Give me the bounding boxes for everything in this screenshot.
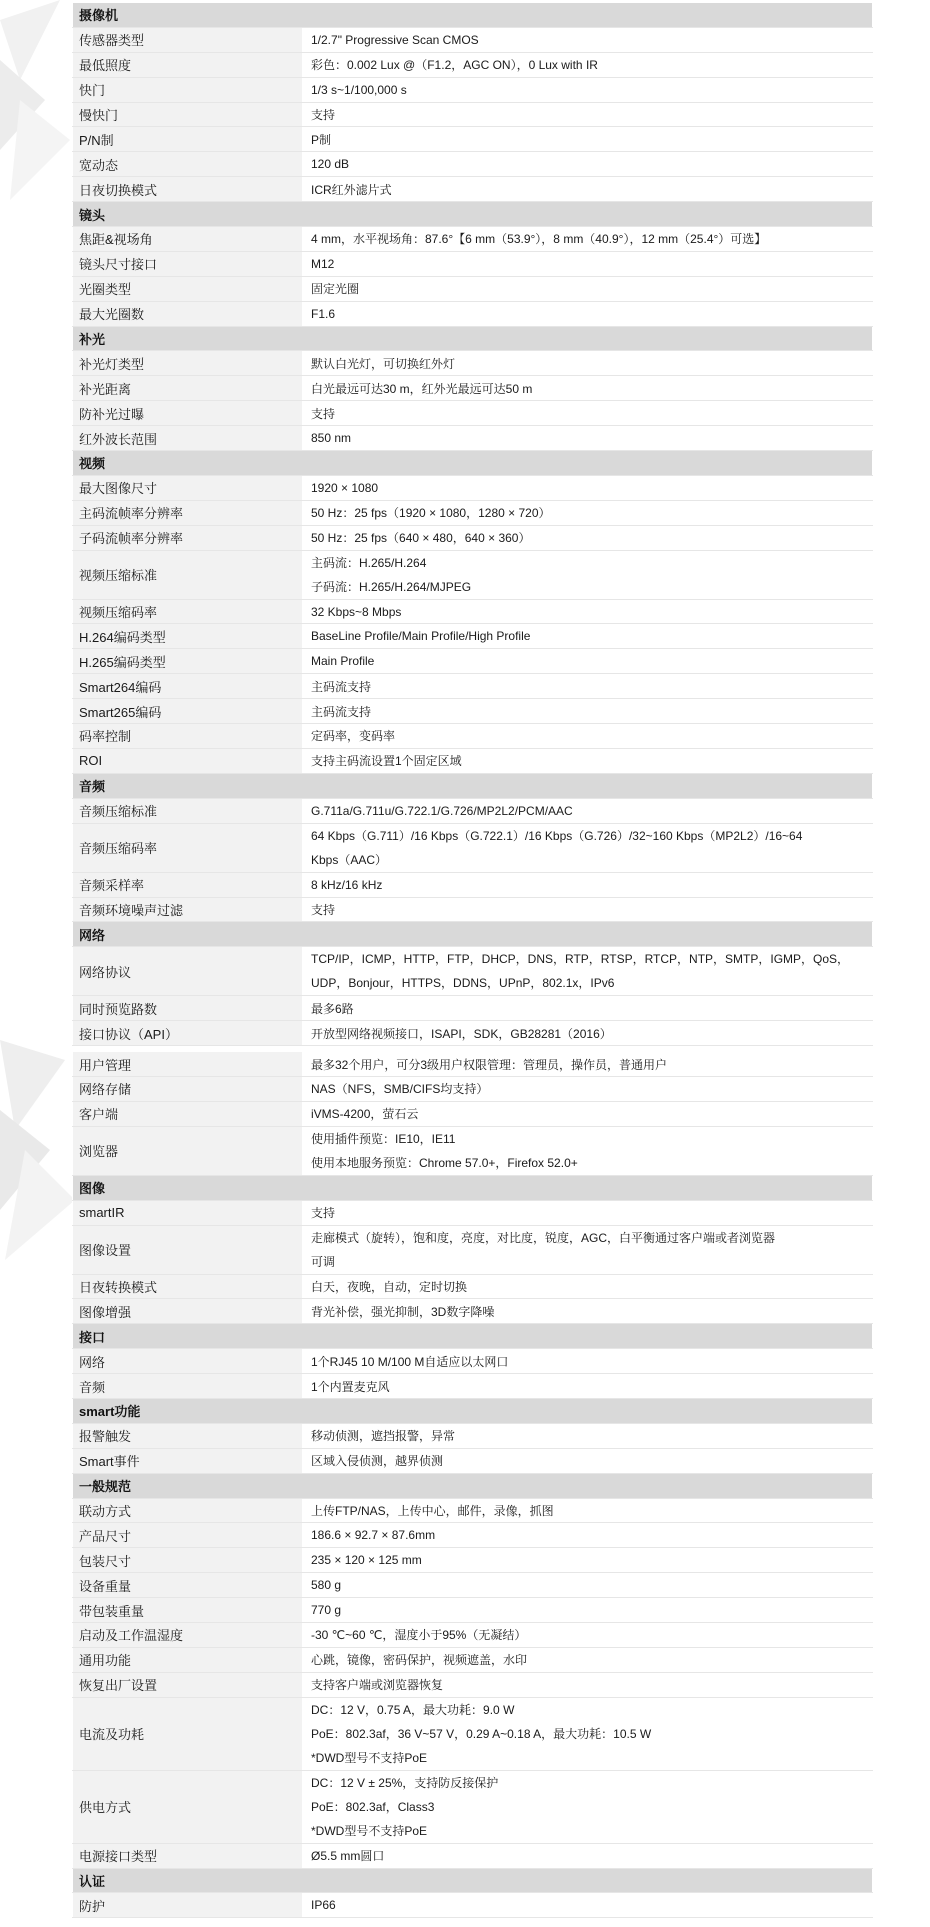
spec-key: 传感器类型 xyxy=(73,27,303,52)
spec-key: 带包装重量 xyxy=(73,1598,303,1623)
spec-key: 启动及工作温湿度 xyxy=(73,1622,303,1647)
spec-key: 红外波长范围 xyxy=(73,426,303,451)
spec-value-line: 移动侦测，遮挡报警，异常 xyxy=(311,1429,456,1444)
spec-value xyxy=(303,674,873,699)
spec-value-line: 彩色：0.002 Lux @（F1.2，AGC ON），0 Lux with IR xyxy=(311,58,598,73)
spec-value-line: PoE：802.3af，Class3 xyxy=(311,1799,435,1814)
spec-row xyxy=(73,251,873,276)
spec-value-line: 50 Hz：25 fps（1920 × 1080，1280 × 720） xyxy=(311,506,551,521)
spec-row xyxy=(73,599,873,624)
spec-value xyxy=(303,699,873,724)
spec-key: 最大光圈数 xyxy=(73,301,303,326)
spec-row xyxy=(73,376,873,401)
spec-row xyxy=(73,301,873,326)
spec-value-line: Ø5.5 mm圆口 xyxy=(311,1849,385,1864)
spec-row xyxy=(73,624,873,649)
spec-value-line: 心跳，镜像，密码保护，视频遮盖，水印 xyxy=(311,1653,528,1668)
spec-value xyxy=(303,798,873,823)
spec-row xyxy=(73,1893,873,1918)
spec-value xyxy=(303,426,873,451)
spec-key: 图像增强 xyxy=(73,1299,303,1324)
spec-key: Smart265编码 xyxy=(73,699,303,724)
spec-key: 联动方式 xyxy=(73,1498,303,1523)
spec-row xyxy=(73,52,873,77)
spec-value-line: 背光补偿，强光抑制，3D数字降噪 xyxy=(311,1304,495,1319)
spec-value-line: P制 xyxy=(311,132,332,147)
spec-value-line: 走廊模式（旋转），饱和度，亮度，对比度，锐度，AGC，白平衡通过客户端或者浏览器 xyxy=(311,1230,776,1245)
spec-row xyxy=(73,699,873,724)
spec-row xyxy=(73,1523,873,1548)
spec-key: 音频压缩标准 xyxy=(73,798,303,823)
section-title: smart功能 xyxy=(73,1398,873,1423)
spec-key: H.265编码类型 xyxy=(73,649,303,674)
spec-value-line: 最多32个用户，可分3级用户权限管理：管理员，操作员，普通用户 xyxy=(311,1057,668,1072)
spec-value-line: 白天，夜晚，自动，定时切换 xyxy=(311,1279,468,1294)
spec-row xyxy=(73,823,873,872)
spec-value xyxy=(303,823,873,872)
spec-key: 焦距&视场角 xyxy=(73,227,303,252)
spec-value xyxy=(303,1647,873,1672)
spec-key: ROI xyxy=(73,748,303,773)
spec-row xyxy=(73,798,873,823)
spec-value-line: 固定光圈 xyxy=(311,282,360,297)
spec-value-line: DC：12 V ± 25%，支持防反接保护 xyxy=(311,1775,499,1790)
spec-row xyxy=(73,102,873,127)
spec-key: Smart264编码 xyxy=(73,674,303,699)
spec-key: 接口协议（API） xyxy=(73,1021,303,1046)
spec-value-line: F1.6 xyxy=(311,306,336,321)
section-title: 补光 xyxy=(73,326,873,351)
spec-value-line: 主码流：H.265/H.264 xyxy=(311,555,427,570)
spec-value xyxy=(303,177,873,202)
spec-value xyxy=(303,1076,873,1101)
spec-key: 网络协议 xyxy=(73,947,303,996)
spec-row xyxy=(73,1622,873,1647)
spec-value-line: TCP/IP，ICMP，HTTP，FTP，DHCP，DNS，RTP，RTSP，RTCP，NTP，SMTP，IGMP，QoS， xyxy=(311,952,850,967)
spec-value-line: 白光最远可达30 m，红外光最远可达50 m xyxy=(311,381,533,396)
spec-row xyxy=(73,1548,873,1573)
spec-row xyxy=(73,1697,873,1770)
spec-row xyxy=(73,1101,873,1126)
spec-row xyxy=(73,152,873,177)
spec-row xyxy=(73,674,873,699)
spec-value-line: 1个内置麦克风 xyxy=(311,1379,390,1394)
spec-row xyxy=(73,1200,873,1225)
spec-key: 恢复出厂设置 xyxy=(73,1672,303,1697)
spec-value xyxy=(303,1893,873,1918)
spec-value-line: UDP，Bonjour，HTTPS，DDNS，UPnP，802.1x，IPv6 xyxy=(311,976,615,991)
spec-row xyxy=(73,1448,873,1473)
section-header xyxy=(73,922,873,947)
spec-value xyxy=(303,152,873,177)
spec-value-line: 580 g xyxy=(311,1578,342,1593)
spec-key: H.264编码类型 xyxy=(73,624,303,649)
spec-key: 包装尺寸 xyxy=(73,1548,303,1573)
spec-value-line: 支持客户端或浏览器恢复 xyxy=(311,1678,444,1693)
spec-value-line: *DWD型号不支持PoE xyxy=(311,1823,428,1838)
spec-row xyxy=(73,475,873,500)
spec-value-line: BaseLine Profile/Main Profile/High Profile xyxy=(311,629,531,644)
spec-row xyxy=(73,1770,873,1843)
spec-row xyxy=(73,227,873,252)
spec-row xyxy=(73,1573,873,1598)
spec-value-line: 主码流支持 xyxy=(311,679,372,694)
spec-value-line: 区域入侵侦测，越界侦测 xyxy=(311,1454,444,1469)
spec-key: 最低照度 xyxy=(73,52,303,77)
section-header xyxy=(73,1473,873,1498)
spec-value-line: *DWD型号不支持PoE xyxy=(311,1750,428,1765)
spec-row xyxy=(73,351,873,376)
spec-sheet xyxy=(72,2,872,1918)
spec-key: 通用功能 xyxy=(73,1647,303,1672)
spec-table xyxy=(72,2,873,1918)
spec-row xyxy=(73,1843,873,1868)
spec-value-line: M12 xyxy=(311,256,335,271)
spec-row xyxy=(73,500,873,525)
spec-row xyxy=(73,177,873,202)
spec-key: 快门 xyxy=(73,77,303,102)
spec-value xyxy=(303,1672,873,1697)
spec-value-line: 1/3 s~1/100,000 s xyxy=(311,82,407,97)
spec-key: 主码流帧率分辨率 xyxy=(73,500,303,525)
spec-value xyxy=(303,1274,873,1299)
spec-key: 视频压缩码率 xyxy=(73,599,303,624)
section-header xyxy=(73,326,873,351)
spec-value xyxy=(303,1573,873,1598)
spec-value xyxy=(303,1052,873,1077)
spec-value-line: 使用本地服务预览：Chrome 57.0+，Firefox 52.0+ xyxy=(311,1155,578,1170)
spec-value xyxy=(303,401,873,426)
spec-row xyxy=(73,1126,873,1175)
spec-key: 防护 xyxy=(73,1893,303,1918)
spec-value-line: 850 nm xyxy=(311,431,352,446)
spec-value xyxy=(303,1200,873,1225)
spec-value xyxy=(303,1423,873,1448)
spec-key: 镜头尺寸接口 xyxy=(73,251,303,276)
spec-value xyxy=(303,227,873,252)
spec-key: 产品尺寸 xyxy=(73,1523,303,1548)
spec-key: 同时预览路数 xyxy=(73,996,303,1021)
spec-value xyxy=(303,525,873,550)
spec-row xyxy=(73,724,873,749)
spec-value xyxy=(303,1225,873,1274)
spec-value xyxy=(303,77,873,102)
spec-value xyxy=(303,724,873,749)
spec-value xyxy=(303,1548,873,1573)
spec-value-line: 235 × 120 × 125 mm xyxy=(311,1553,422,1568)
spec-row xyxy=(73,1052,873,1077)
spec-key: 视频压缩标准 xyxy=(73,550,303,599)
spec-value-line: Kbps（AAC） xyxy=(311,852,388,867)
section-header xyxy=(73,1398,873,1423)
spec-key: 码率控制 xyxy=(73,724,303,749)
spec-value-line: 可调 xyxy=(311,1254,336,1269)
section-title: 音频 xyxy=(73,773,873,798)
spec-row xyxy=(73,947,873,996)
spec-row xyxy=(73,1598,873,1623)
spec-value-line: 32 Kbps~8 Mbps xyxy=(311,604,402,619)
spec-value xyxy=(303,276,873,301)
spec-row xyxy=(73,1076,873,1101)
spec-key: Smart事件 xyxy=(73,1448,303,1473)
spec-value xyxy=(303,1843,873,1868)
spec-value xyxy=(303,1374,873,1399)
spec-value xyxy=(303,649,873,674)
spec-value-line: PoE：802.3af，36 V~57 V，0.29 A~0.18 A，最大功耗：10.5 W xyxy=(311,1726,652,1741)
spec-value-line: 定码率，变码率 xyxy=(311,729,396,744)
spec-value-line: 子码流：H.265/H.264/MJPEG xyxy=(311,579,472,594)
section-title: 图像 xyxy=(73,1175,873,1200)
spec-value-line: -30 ℃~60 ℃，湿度小于95%（无凝结） xyxy=(311,1628,527,1643)
section-header xyxy=(73,1175,873,1200)
spec-row xyxy=(73,426,873,451)
spec-key: 防补光过曝 xyxy=(73,401,303,426)
spec-key: 补光灯类型 xyxy=(73,351,303,376)
spec-row xyxy=(73,550,873,599)
spec-key: 电流及功耗 xyxy=(73,1697,303,1770)
spec-value xyxy=(303,599,873,624)
spec-value-line: 186.6 × 92.7 × 87.6mm xyxy=(311,1528,436,1543)
spec-value xyxy=(303,102,873,127)
section-header xyxy=(73,451,873,476)
spec-value xyxy=(303,27,873,52)
spec-key: 浏览器 xyxy=(73,1126,303,1175)
section-header xyxy=(73,773,873,798)
spec-value xyxy=(303,1770,873,1843)
spec-key: 宽动态 xyxy=(73,152,303,177)
spec-row xyxy=(73,1423,873,1448)
spec-value xyxy=(303,1622,873,1647)
spec-value xyxy=(303,1349,873,1374)
spec-value-line: NAS（NFS，SMB/CIFS均支持） xyxy=(311,1082,489,1097)
spec-key: 慢快门 xyxy=(73,102,303,127)
spec-key: 网络存储 xyxy=(73,1076,303,1101)
spec-value-line: iVMS-4200，萤石云 xyxy=(311,1107,419,1122)
section-title: 接口 xyxy=(73,1324,873,1349)
spec-value xyxy=(303,1498,873,1523)
spec-value-line: ICR红外滤片式 xyxy=(311,182,392,197)
spec-key: 音频 xyxy=(73,1374,303,1399)
spec-value-line: G.711a/G.711u/G.722.1/G.726/MP2L2/PCM/AAC xyxy=(311,803,573,818)
spec-value xyxy=(303,1101,873,1126)
spec-value-line: IP66 xyxy=(311,1898,336,1913)
spec-value-line: 最多6路 xyxy=(311,1001,354,1016)
spec-value-line: 120 dB xyxy=(311,157,350,172)
spec-row xyxy=(73,1498,873,1523)
spec-row xyxy=(73,748,873,773)
spec-value xyxy=(303,1299,873,1324)
spec-value xyxy=(303,251,873,276)
spec-key: 音频环境噪声过滤 xyxy=(73,897,303,922)
spec-row xyxy=(73,276,873,301)
spec-value xyxy=(303,947,873,996)
spec-value-line: 主码流支持 xyxy=(311,704,372,719)
spec-key: 用户管理 xyxy=(73,1052,303,1077)
spec-value-line: 支持 xyxy=(311,902,336,917)
spec-key: 网络 xyxy=(73,1349,303,1374)
spec-value-line: 默认白光灯，可切换红外灯 xyxy=(311,356,456,371)
spec-value xyxy=(303,301,873,326)
spec-key: 日夜切换模式 xyxy=(73,177,303,202)
spec-value xyxy=(303,127,873,152)
spec-key: 电源接口类型 xyxy=(73,1843,303,1868)
spec-value xyxy=(303,1598,873,1623)
spec-value xyxy=(303,376,873,401)
section-header xyxy=(73,1324,873,1349)
spec-value xyxy=(303,52,873,77)
spec-value xyxy=(303,351,873,376)
spec-value xyxy=(303,624,873,649)
spec-value-line: 开放型网络视频接口，ISAPI，SDK，GB28281（2016） xyxy=(311,1026,612,1041)
spec-value xyxy=(303,1448,873,1473)
spec-value-line: 使用插件预览：IE10，IE11 xyxy=(311,1131,456,1146)
section-title: 视频 xyxy=(73,451,873,476)
spec-row xyxy=(73,1647,873,1672)
spec-value xyxy=(303,1523,873,1548)
spec-row xyxy=(73,649,873,674)
section-header xyxy=(73,3,873,28)
spec-value-line: 支持 xyxy=(311,108,336,122)
spec-value-line: 8 kHz/16 kHz xyxy=(311,877,383,892)
section-title: 认证 xyxy=(73,1868,873,1893)
spec-key: 音频采样率 xyxy=(73,872,303,897)
spec-key: 图像设置 xyxy=(73,1225,303,1274)
spec-row xyxy=(73,1672,873,1697)
spec-key: 设备重量 xyxy=(73,1573,303,1598)
spec-row xyxy=(73,525,873,550)
spec-row xyxy=(73,27,873,52)
spec-row xyxy=(73,1349,873,1374)
spec-row xyxy=(73,1374,873,1399)
section-title: 镜头 xyxy=(73,202,873,227)
spec-value-line: 64 Kbps（G.711）/16 Kbps（G.722.1）/16 Kbps（G.726）/32~160 Kbps（MP2L2）/16~64 xyxy=(311,828,803,843)
spec-key: 客户端 xyxy=(73,1101,303,1126)
spec-key: smartIR xyxy=(73,1200,303,1225)
spec-value-line: 50 Hz：25 fps（640 × 480，640 × 360） xyxy=(311,531,531,546)
spec-key: 补光距离 xyxy=(73,376,303,401)
spec-row xyxy=(73,897,873,922)
spec-key: 最大图像尺寸 xyxy=(73,475,303,500)
spec-key: 报警触发 xyxy=(73,1423,303,1448)
section-header xyxy=(73,202,873,227)
spec-value xyxy=(303,1126,873,1175)
spec-key: 子码流帧率分辨率 xyxy=(73,525,303,550)
spec-key: 供电方式 xyxy=(73,1770,303,1843)
spec-row xyxy=(73,127,873,152)
spec-value xyxy=(303,748,873,773)
section-title: 一般规范 xyxy=(73,1473,873,1498)
spec-value xyxy=(303,872,873,897)
spec-value xyxy=(303,996,873,1021)
spec-value xyxy=(303,475,873,500)
section-title: 网络 xyxy=(73,922,873,947)
spec-value-line: 支持主码流设置1个固定区域 xyxy=(311,754,462,769)
spec-value xyxy=(303,1021,873,1046)
spec-key: P/N制 xyxy=(73,127,303,152)
spec-value xyxy=(303,897,873,922)
spec-value-line: 1个RJ45 10 M/100 M自适应以太网口 xyxy=(311,1354,509,1369)
spec-value xyxy=(303,500,873,525)
spec-row xyxy=(73,1021,873,1046)
spec-value-line: 上传FTP/NAS，上传中心，邮件，录像，抓图 xyxy=(311,1503,554,1518)
spec-value-line: 1920 × 1080 xyxy=(311,480,379,495)
spec-row xyxy=(73,872,873,897)
spec-row xyxy=(73,996,873,1021)
spec-value-line: 1/2.7" Progressive Scan CMOS xyxy=(311,32,479,47)
section-title: 摄像机 xyxy=(73,3,873,28)
spec-row xyxy=(73,1225,873,1274)
spec-key: 光圈类型 xyxy=(73,276,303,301)
spec-value-line: Main Profile xyxy=(311,654,375,669)
spec-value-line: 支持 xyxy=(311,1206,336,1221)
spec-value xyxy=(303,550,873,599)
spec-value-line: 770 g xyxy=(311,1603,342,1618)
spec-row xyxy=(73,1299,873,1324)
spec-row xyxy=(73,401,873,426)
spec-value xyxy=(303,1697,873,1770)
spec-key: 音频压缩码率 xyxy=(73,823,303,872)
section-header xyxy=(73,1868,873,1893)
spec-value-line: DC：12 V，0.75 A，最大功耗：9.0 W xyxy=(311,1702,515,1717)
spec-row xyxy=(73,1274,873,1299)
spec-row xyxy=(73,77,873,102)
spec-value-line: 支持 xyxy=(311,406,336,421)
spec-key: 日夜转换模式 xyxy=(73,1274,303,1299)
spec-value-line: 4 mm，水平视场角：87.6°【6 mm（53.9°），8 mm（40.9°），12 mm（25.4°）可选】 xyxy=(311,232,767,247)
